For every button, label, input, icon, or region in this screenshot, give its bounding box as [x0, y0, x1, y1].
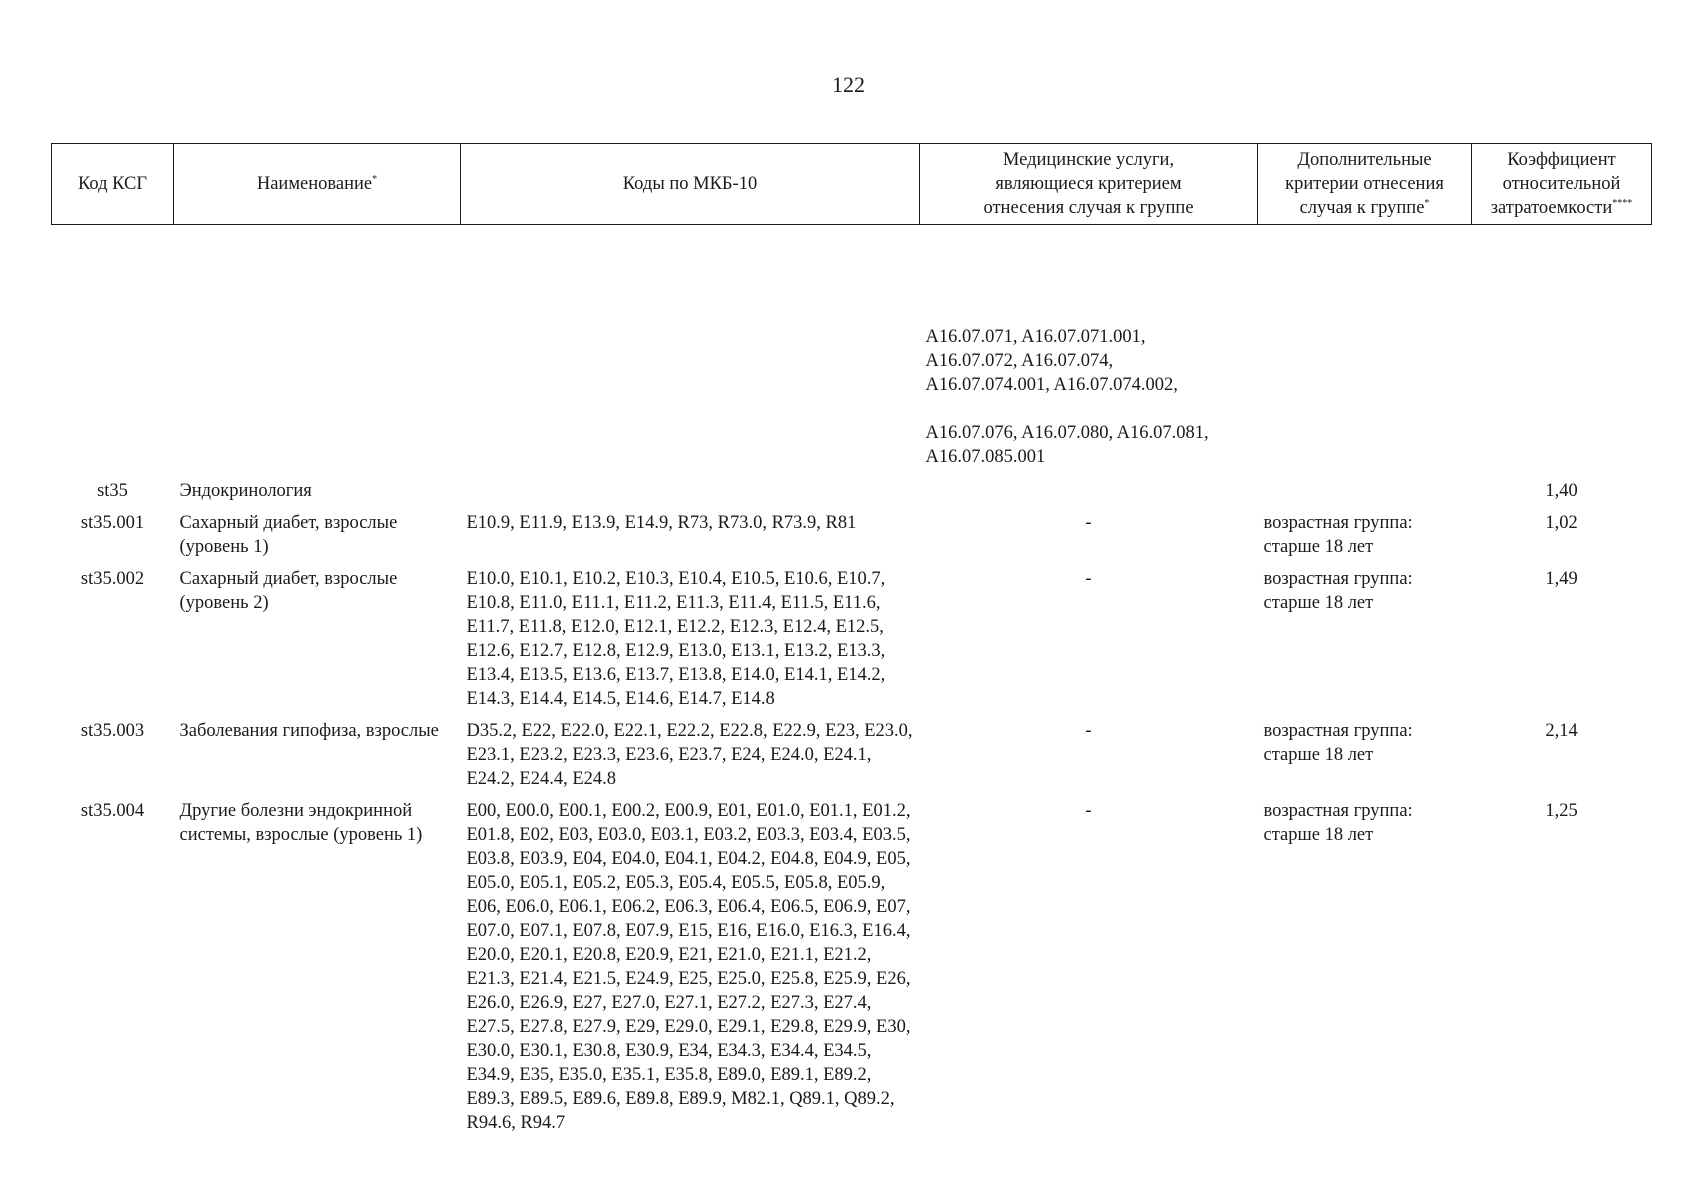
row-coef: 2,14	[1545, 721, 1578, 741]
row-name: Сахарный диабет, взрослые (уровень 1)	[179, 513, 398, 557]
table-row	[52, 479, 1652, 511]
row-extra	[1258, 479, 1472, 511]
row-services: -	[1085, 721, 1092, 741]
footnote-mark: ****	[1612, 197, 1633, 209]
header-name: Наименование*	[174, 144, 461, 225]
row-coef: 1,49	[1545, 569, 1578, 589]
row-coef: 1,25	[1545, 801, 1578, 821]
row-code: st35	[97, 481, 128, 501]
table-header-row	[52, 144, 1652, 225]
row-services: -	[1085, 801, 1092, 821]
row-services	[920, 479, 1258, 511]
footnote-mark: *	[372, 173, 378, 185]
header-code: Код КСГ	[52, 144, 174, 225]
row-extra: возрастная группа: старше 18 лет	[1263, 801, 1413, 845]
row-services: -	[1085, 569, 1092, 589]
header-mkb: Коды по МКБ-10	[461, 144, 920, 225]
row-mkb	[461, 479, 920, 511]
row-code: st35.001	[80, 513, 145, 533]
table-row	[52, 799, 1652, 1143]
table-row	[52, 567, 1652, 719]
table-row	[52, 719, 1652, 799]
row-mkb: E00, E00.0, E00.1, E00.2, E00.9, E01, E01.0, E01.1, E01.2, E01.8, E02, E03, E03.0, E03.1, E03.2, E03.3, E03.4, E03.5, E03.8, E03.9, E04, E04.0, E04.1, E04.2, E04.8, E04.9, E05, E05.0, E05.1, E05.2, E05.3, E05.4, E05.5, E05.8, E05.9, E06, E06.0, E06.1, E06.2, E06.3, E06.4, E06.5, E06.9, E07, E07.0, E07.1, E07.8, E07.9, E15, E16, E16.0, E16.3, E16.4, E20.0, E20.1, E20.8, E20.9, E21, E21.0, E21.1, E21.2, E21.3, E21.4, E21.5, E24.9, E25, E25.0, E25.8, E25.9, E26, E26.0, E26.9, E27, E27.0, E27.1, E27.2, E27.3, E27.4, E27.5, E27.8, E27.9, E29, E29.0, E29.1, E29.8, E29.9, E30, E30.0, E30.1, E30.8, E30.9, E34, E34.3, E34.4, E34.5, E34.9, E35, E35.0, E35.1, E35.8, E89.0, E89.1, E89.2, E89.3, E89.5, E89.6, E89.8, E89.9, M82.1, Q89.1, Q89.2, R94.6, R94.7	[466, 801, 911, 1133]
header-extra: Дополнительные критерии отнесения случая к группе*	[1258, 144, 1472, 225]
row-mkb: E10.0, E10.1, E10.2, E10.3, E10.4, E10.5, E10.6, E10.7, E10.8, E11.0, E11.1, E11.2, E11.3, E11.4, E11.5, E11.6, E11.7, E11.8, E12.0, E12.1, E12.2, E12.3, E12.4, E12.5, E12.6, E12.7, E12.8, E12.9, E13.0, E13.1, E13.2, E13.3, E13.4, E13.5, E13.6, E13.7, E13.8, E14.0, E14.1, E14.2, E14.3, E14.4, E14.5, E14.6, E14.7, E14.8	[466, 569, 886, 709]
row-extra: возрастная группа: старше 18 лет	[1263, 569, 1413, 613]
row-name: Другие болезни эндокринной системы, взрослые (уровень 1)	[179, 801, 423, 845]
row-name: Заболевания гипофиза, взрослые	[179, 721, 439, 741]
ksg-table	[51, 143, 1652, 1143]
row-code: st35.002	[80, 569, 145, 589]
header-coef: Коэффициент относительной затратоемкости****	[1472, 144, 1652, 225]
continuation-services: A16.07.071, A16.07.071.001, A16.07.072, A16.07.074, A16.07.074.001, A16.07.074.002, A16.07.076, A16.07.080, A16.07.081, A16.07.085.001	[925, 327, 1209, 467]
row-extra: возрастная группа: старше 18 лет	[1263, 513, 1413, 557]
row-mkb: E10.9, E11.9, E13.9, E14.9, R73, R73.0, R73.9, R81	[466, 513, 857, 533]
header-services: Медицинские услуги, являющиеся критерием отнесения случая к группе	[920, 144, 1258, 225]
row-name: Сахарный диабет, взрослые (уровень 2)	[179, 569, 398, 613]
table-row	[52, 511, 1652, 567]
row-extra: возрастная группа: старше 18 лет	[1263, 721, 1413, 765]
row-name: Эндокринология	[179, 481, 312, 501]
row-coef: 1,02	[1545, 513, 1578, 533]
row-coef: 1,40	[1545, 481, 1578, 501]
page-number: 122	[832, 72, 865, 97]
continuation-row	[52, 225, 1652, 480]
row-code: st35.004	[80, 801, 145, 821]
footnote-mark: *	[1424, 197, 1430, 209]
row-mkb: D35.2, E22, E22.0, E22.1, E22.2, E22.8, E22.9, E23, E23.0, E23.1, E23.2, E23.3, E23.6, E23.7, E24, E24.0, E24.1, E24.2, E24.4, E24.8	[466, 721, 913, 789]
row-code: st35.003	[80, 721, 145, 741]
row-services: -	[1085, 513, 1092, 533]
